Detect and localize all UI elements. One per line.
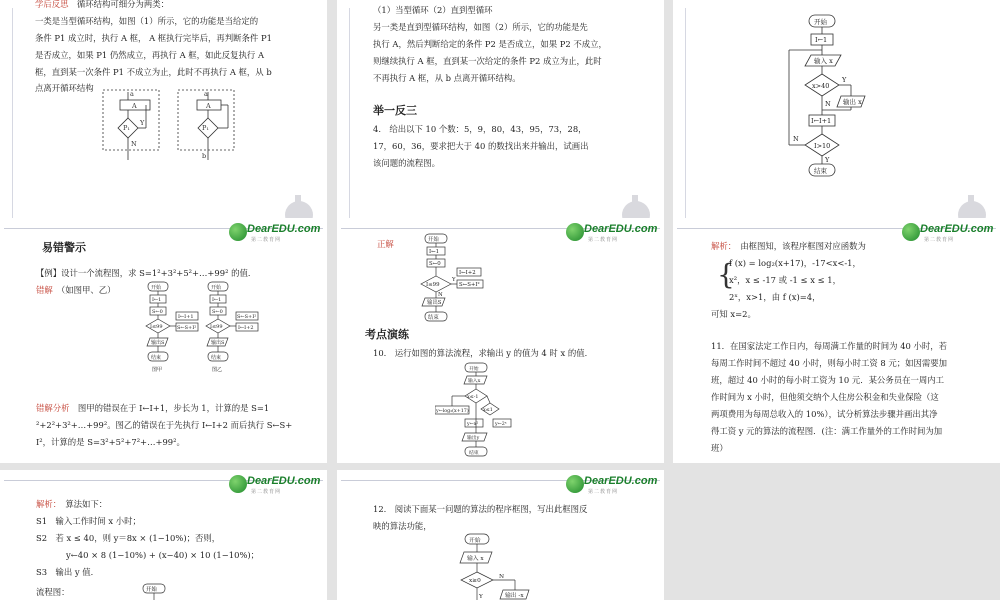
label-n: N	[438, 292, 443, 298]
line: 图甲的错误在于 I←I+1，步长为 1，计算的是 S=1	[77, 403, 270, 413]
line: I²，计算的是 S=3²+5²+7²+…+99²。	[36, 437, 185, 447]
node-cond: I≤99	[426, 282, 440, 288]
node-end: 结束	[469, 451, 479, 456]
line	[36, 282, 116, 299]
section-heading: 考点演练	[365, 328, 409, 341]
node-init: I←1	[815, 36, 828, 44]
line: y←40 × 8 (1−10%) + (x−40) × 10 (1−10%)；	[66, 550, 260, 560]
line	[36, 400, 269, 417]
label-y: Y	[842, 76, 847, 84]
globe-icon	[566, 475, 584, 493]
node-acc: S←S+I²	[177, 325, 197, 331]
line: 该问题的流程图。	[373, 158, 440, 168]
label-A: A	[132, 102, 137, 110]
label-b: b	[202, 152, 207, 160]
line: 得工资 y 元的算法的流程图．(注：满工作量外的工作时间为加	[711, 426, 943, 436]
wrong-label: 错解	[36, 285, 53, 295]
line: 每周工作时间不超过 40 小时，则每小时工资 8 元；如因需要加	[711, 358, 948, 368]
line: 条件 P1 成立时，执行 A 框， A 框执行完毕后，再判断条件 P1	[35, 33, 272, 43]
line: 班）	[711, 443, 728, 453]
piece-1: f (x) = log₂(x+17)，-17<x<-1，	[729, 258, 861, 268]
node-acc: S←S+I²	[237, 314, 257, 320]
node-sum: S←0	[429, 261, 441, 267]
node-cond: I≤99	[210, 324, 223, 330]
label-a: a	[130, 90, 134, 98]
logo-brand: DearEDU.com	[247, 223, 321, 235]
logo-brand: DearEDU.com	[584, 475, 658, 487]
line: 可知 x=2。	[711, 309, 756, 319]
analysis-label: 解析：	[711, 241, 732, 251]
node-init: I←1	[152, 297, 162, 303]
line: 11．在国家法定工作日内，每周满工作量的时间为 40 小时，若	[711, 341, 948, 351]
node-input: 输入x	[468, 379, 481, 384]
node-end: 结束	[211, 355, 222, 361]
node-inc: I←I+1	[811, 117, 832, 125]
slide-2	[337, 0, 664, 245]
flowchart-q10	[435, 361, 545, 461]
node-end: 结束	[814, 167, 827, 175]
slide-6	[673, 218, 1000, 463]
logo-sub: 第二教育网	[924, 237, 955, 243]
node-output: 输出S	[427, 300, 442, 306]
dearedu-logo	[902, 222, 994, 246]
label-y: Y	[140, 119, 145, 127]
logo-brand: DearEDU.com	[247, 475, 321, 487]
dearedu-logo	[566, 222, 658, 246]
line: S2 若 x ≤ 40，则 y＝8x × (1−10%)；否则，	[36, 533, 221, 543]
line: 算法如下：	[65, 499, 108, 509]
logo-brand: DearEDU.com	[920, 223, 994, 235]
line: 流程图：	[36, 587, 70, 597]
label-n: N	[499, 574, 505, 580]
slide-4	[0, 218, 327, 463]
line: 17，60，36，要求把大于 40 的数找出来并输出，试画出	[373, 141, 589, 151]
label-n: N	[793, 135, 799, 143]
globe-icon	[229, 223, 247, 241]
label-p1: P₁	[123, 124, 130, 132]
margin-rule	[685, 8, 686, 237]
node-loop: I>10	[814, 142, 831, 150]
node-f2: y←x²	[467, 422, 479, 427]
node-cond1: x≤-1	[467, 395, 479, 400]
node-sum: S←0	[152, 309, 163, 315]
node-start: 开始	[211, 285, 222, 291]
node-input: 输入 x	[467, 556, 484, 562]
node-step: I←I+2	[459, 270, 476, 276]
slide-7	[0, 470, 327, 600]
slide-5	[337, 218, 664, 463]
piece-3: 2ˣ，x>1，由 f (x)=4，	[729, 292, 821, 302]
label-y: Y	[825, 156, 830, 164]
node-start: 开始	[428, 237, 439, 243]
node-start: 开始	[469, 538, 481, 544]
correct-label: 正解	[377, 239, 394, 249]
margin-rule	[12, 8, 13, 237]
node-start: 开始	[151, 285, 162, 291]
dearedu-logo	[566, 474, 658, 498]
analysis-label: 错解分析	[36, 403, 70, 413]
flowchart-start	[140, 582, 170, 600]
line: 【例】设计一个流程图，求 S=1²+3²+5²+…+99² 的值．	[36, 268, 257, 278]
slide-1	[0, 0, 327, 245]
label-a: a	[204, 90, 208, 98]
line: 一类是当型循环结构，如图（1）所示，它的功能是当给定的	[35, 16, 259, 26]
node-cond: I≤99	[150, 324, 163, 330]
node-f1: y←log₂(x+17)	[436, 409, 469, 414]
line: 不再执行 A 框，从 b 点离开循环结构。	[373, 73, 521, 83]
node-f3: y←2ˣ	[495, 422, 507, 427]
node-step: I←I+2	[238, 325, 254, 331]
line: 映的算法功能，	[373, 521, 432, 531]
caption-a: 图甲	[152, 367, 163, 373]
line: 10. 运行如图的算法流程，求输出 y 的值为 4 时 x 的值．	[373, 348, 593, 358]
line: 班，超过 40 小时的每小时工资为 10 元．某公务员在一周内工	[711, 375, 944, 385]
node-cond2: x≤1	[483, 408, 493, 413]
label-y: Y	[479, 594, 483, 600]
node-step: I←I+1	[178, 314, 194, 320]
globe-icon	[902, 223, 920, 241]
margin-rule	[349, 8, 350, 237]
line: 4. 给出以下 10 个数：5，9，80，43，95，73，28，	[373, 124, 587, 134]
dearedu-logo	[229, 222, 321, 246]
line: 循环结构可细分为两类：	[76, 0, 169, 9]
node-cond: x>40	[812, 82, 830, 90]
logo-sub: 第二教育网	[251, 237, 282, 243]
node-start: 开始	[146, 587, 157, 593]
line: 由框图知，该程序框图对应函数为	[740, 241, 866, 251]
line: S3 输出 y 值．	[36, 567, 99, 577]
logo-sub: 第二教育网	[588, 489, 619, 495]
line: 则继续执行 A 框，直到某一次给定的条件 P2 成立为止，此时	[373, 56, 602, 66]
line: S1 输入工作时间 x 小时；	[36, 516, 141, 526]
slide-text	[35, 0, 169, 13]
node-init: I←1	[429, 249, 440, 255]
section-heading: 易错警示	[42, 241, 86, 254]
line: 框，直到某一次条件 P1 不成立为止，此时不再执行 A 框，从 b	[35, 67, 272, 77]
brace-icon: {	[717, 258, 735, 291]
caption-b: 图乙	[212, 367, 223, 373]
logo-sub: 第二教育网	[588, 237, 619, 243]
line: 12. 阅读下面某一问题的算法的程序框图，写出此框图反	[373, 504, 588, 514]
section-head: 学后反思	[35, 0, 69, 9]
logo-brand: DearEDU.com	[584, 223, 658, 235]
node-sum: S←0	[212, 309, 223, 315]
node-start: 开始	[814, 18, 827, 26]
node-cond: x≥0	[469, 578, 481, 584]
node-end: 结束	[151, 355, 162, 361]
logo-sub: 第二教育网	[251, 489, 282, 495]
line: （如图甲、乙）	[61, 285, 116, 295]
flowchart-q12	[455, 532, 545, 600]
label-y: Y	[452, 277, 456, 283]
node-end: 结束	[428, 315, 439, 321]
flowchart-wrong-pair	[130, 280, 280, 390]
line: 作时间为 x 小时，但他须交纳个人住房公积金和失业保险（这	[711, 392, 939, 402]
flowchart-correct	[419, 232, 529, 332]
slide-8	[337, 470, 664, 600]
line: （1）当型循环（2）直到型循环	[373, 5, 493, 15]
node-output: 输出S	[151, 340, 165, 346]
section-heading: 举一反三	[373, 104, 417, 117]
line: ²+2²+3²+…+99²。图乙的错误在于先执行 I←I+2 而后执行 S←S+	[36, 420, 293, 430]
line	[36, 496, 107, 513]
node-output: 输出S	[211, 340, 225, 346]
loop-structure-figure	[100, 88, 240, 164]
label-A: A	[206, 102, 211, 110]
line: 点离开循环结构	[35, 83, 94, 93]
label-p2: P₁	[202, 124, 209, 132]
globe-icon	[229, 475, 247, 493]
node-acc: S←S+I²	[459, 282, 480, 288]
node-start: 开始	[469, 367, 479, 372]
node-output: 输出y	[467, 436, 480, 441]
label-n: N	[825, 100, 831, 108]
line: 是否成立，如果 P1 仍然成立，再执行 A 框，如此反复执行 A	[35, 50, 264, 60]
node-init: I←1	[212, 297, 222, 303]
line: 另一类是直到型循环结构，如图（2）所示，它的功能是先	[373, 22, 588, 32]
node-output: 输出 x	[843, 98, 862, 106]
globe-icon	[566, 223, 584, 241]
slide-3	[673, 0, 1000, 245]
piece-2: x²，x ≤ -17 或 -1 ≤ x ≤ 1，	[729, 275, 841, 285]
flowchart-q4	[781, 10, 891, 180]
line: 执行 A，然后判断给定的条件 P2 是否成立，如果 P2 不成立，	[373, 39, 607, 49]
node-output: 输出 -x	[505, 593, 524, 599]
dearedu-logo	[229, 474, 321, 498]
analysis-label: 解析：	[36, 499, 57, 509]
label-n: N	[131, 140, 137, 148]
line: 两项费用为每周总收入的 10%），试分析算法步骤并画出其净	[711, 409, 938, 419]
node-input: 输入 x	[814, 57, 833, 65]
